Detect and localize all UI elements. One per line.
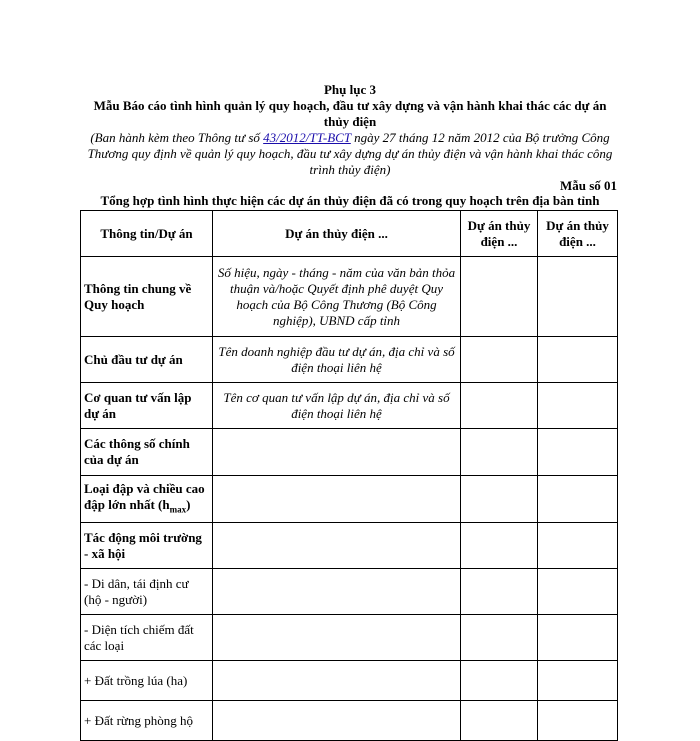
table-cell <box>461 429 538 476</box>
form-number: Mẫu số 01 <box>559 178 617 193</box>
header-project-1: Dự án thủy điện ... <box>213 211 461 257</box>
row-description <box>213 701 461 741</box>
table-cell <box>538 569 618 615</box>
table-row <box>81 383 618 429</box>
table-cell <box>538 429 618 476</box>
table-row <box>81 257 618 337</box>
row-label-end: ) <box>186 496 191 512</box>
table-cell <box>538 383 618 429</box>
row-label: Thông tin chung về Quy hoạch <box>81 257 213 337</box>
issuance-note <box>80 130 620 178</box>
row-label: - Diện tích chiếm đất các loại <box>81 615 213 661</box>
row-label: Các thông số chính của dự án <box>81 429 213 476</box>
row-description <box>213 523 461 569</box>
table-cell <box>461 701 538 741</box>
row-label: - Di dân, tái định cư (hộ - người) <box>81 569 213 615</box>
note-suffix: ngày 27 tháng 12 năm 2012 của Bộ trưởng Công Thương quy định về quản lý quy hoạch, đầu tư xây dựng dự án thủy điện và vận hành khai thác công trình thủy điện) <box>87 130 613 177</box>
note-prefix: (Ban hành kèm theo Thông tư số <box>90 130 264 145</box>
row-description: Số hiệu, ngày - tháng - năm của văn bản thỏa thuận và/hoặc Quyết định phê duyệt Quy hoạch của Bộ Công Thương (Bộ Công nghiệp), UBND cấp tỉnh <box>213 257 461 337</box>
document-title: Mẫu Báo cáo tình hình quản lý quy hoạch, đầu tư xây dựng và vận hành khai thác các dự án thủy điện <box>93 98 607 129</box>
table-cell <box>461 476 538 523</box>
table-cell <box>461 569 538 615</box>
row-label: Tác động môi trường - xã hội <box>81 523 213 569</box>
table-cell <box>461 337 538 383</box>
table-header-row <box>81 211 618 257</box>
row-label: + Đất trồng lúa (ha) <box>81 661 213 701</box>
row-label: Cơ quan tư vấn lập dự án <box>81 383 213 429</box>
header-project-2: Dự án thủy điện ... <box>461 211 538 257</box>
header-info: Thông tin/Dự án <box>81 211 213 257</box>
row-description: Tên cơ quan tư vấn lập dự án, địa chỉ và số điện thoại liên hệ <box>213 383 461 429</box>
table-cell <box>538 615 618 661</box>
header-project-3: Dự án thủy điện ... <box>538 211 618 257</box>
table-row <box>81 661 618 701</box>
table-row <box>81 429 618 476</box>
table-cell <box>461 257 538 337</box>
row-description <box>213 429 461 476</box>
table-row <box>81 569 618 615</box>
table-row <box>81 523 618 569</box>
row-label-subscript: max <box>169 504 187 515</box>
row-label: Chủ đầu tư dự án <box>81 337 213 383</box>
summary-table <box>80 210 618 741</box>
table-cell <box>538 257 618 337</box>
table-row <box>81 701 618 741</box>
table-cell <box>461 383 538 429</box>
row-label: + Đất rừng phòng hộ <box>81 701 213 741</box>
row-label-text: Loại đập và chiều cao đập lớn nhất (h <box>84 480 205 512</box>
table-cell <box>461 523 538 569</box>
table-cell <box>461 615 538 661</box>
row-description <box>213 476 461 523</box>
table-row <box>81 476 618 523</box>
table-row <box>81 615 618 661</box>
appendix-heading: Phụ lục 3 <box>323 82 376 97</box>
table-row <box>81 337 618 383</box>
table-subtitle: Tổng hợp tình hình thực hiện các dự án thủy điện đã có trong quy hoạch trên địa bàn tỉnh <box>100 193 600 208</box>
row-description <box>213 661 461 701</box>
table-cell <box>538 523 618 569</box>
row-description <box>213 569 461 615</box>
table-cell <box>461 661 538 701</box>
circular-link[interactable]: 43/2012/TT-BCT <box>263 130 351 145</box>
table-cell <box>538 661 618 701</box>
row-label <box>81 476 213 523</box>
row-description <box>213 615 461 661</box>
row-description: Tên doanh nghiệp đầu tư dự án, địa chỉ và số điện thoại liên hệ <box>213 337 461 383</box>
table-cell <box>538 701 618 741</box>
table-cell <box>538 337 618 383</box>
table-cell <box>538 476 618 523</box>
